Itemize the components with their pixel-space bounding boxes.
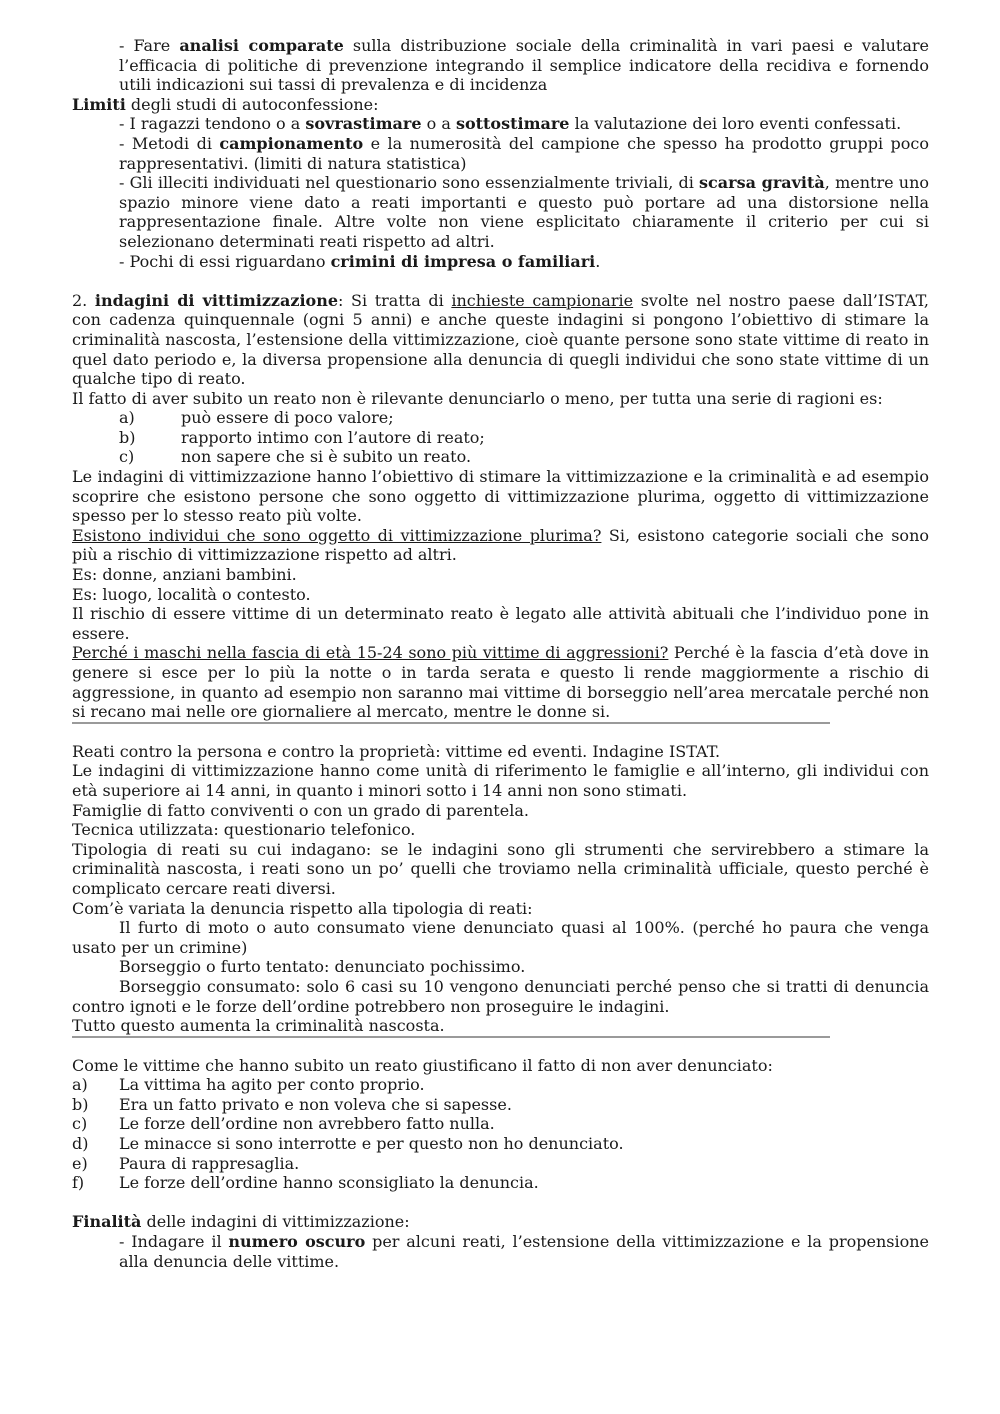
paragraph-rischio: Il rischio di essere vittime di un determinato reato è legato alle attività abituali che l’individuo pone in essere. — [72, 604, 929, 643]
text: - Metodi di — [119, 133, 220, 153]
paragraph-borseggio-tentato: Borseggio o furto tentato: denunciato pochissimo. — [119, 957, 526, 977]
text: degli studi di autoconfessione: — [125, 94, 379, 114]
list-item — [72, 408, 929, 428]
paragraph-fatto: Il fatto di aver subito un reato non è rilevante denunciarlo o meno, per tutta una serie di ragioni es: — [72, 388, 883, 408]
text: per alcuni reati, l’estensione della vittimizzazione e la propensione alla denuncia delle vittime. — [119, 1232, 929, 1271]
spacer — [72, 271, 929, 291]
paragraph-obiettivo: Le indagini di vittimizzazione hanno l’obiettivo di stimare la vittimizzazione e la criminalità e ad esempio scoprire che esistono persone che sono oggetto di vittimizzazione plurima, oggetto di vittimizzazione spesso per lo stesso reato più volte. — [72, 467, 929, 526]
list-text: Le forze dell’ordine non avrebbero fatto nulla. — [119, 1114, 495, 1134]
heading-finalita — [72, 1212, 929, 1232]
bold-term: crimini di impresa o familiari — [330, 251, 596, 271]
text: . — [595, 251, 601, 271]
bold-term: sottostimare — [455, 114, 570, 134]
list-text: Le minacce si sono interrotte e per questo non ho denunciato. — [119, 1134, 624, 1154]
list-item — [72, 447, 929, 467]
example-line: Es: donne, anziani bambini. — [72, 565, 297, 585]
bold-term: Finalità — [72, 1212, 142, 1232]
list-item — [72, 428, 929, 448]
list-text: può essere di poco valore; — [181, 408, 394, 428]
list-item — [72, 1095, 929, 1115]
list-text: La vittima ha agito per conto proprio. — [119, 1075, 425, 1095]
text: Si, esistono categorie sociali che sono più a rischio di vittimizzazione rispetto ad altri. — [72, 525, 930, 565]
limit-item-2 — [72, 134, 929, 173]
bold-term: Limiti — [72, 94, 126, 114]
text: - Gli illeciti individuati nel questionario sono essenzialmente triviali, di — [119, 173, 700, 193]
paragraph-question-maschi — [72, 643, 929, 721]
paragraph-analisi-comparate — [72, 36, 929, 95]
text: - Pochi di essi riguardano — [119, 251, 331, 271]
limit-item-3 — [72, 173, 929, 251]
text: svolte nel nostro paese dall’ISTAT, con cadenza quinquennale (ogni 5 anni) e anche queste indagini si pongono l’obiettivo di stimare la criminalità nascosta, l’estensione della vittimizzazione, cioè quante persone sono state vittime di reato in quel dato periodo e, la diversa propensione alla denuncia di quegli individui che sono state vittime di un qualche tipo di reato. — [72, 290, 930, 389]
list-label: b) — [72, 1094, 89, 1114]
list-label: a) — [119, 408, 135, 428]
list-item — [72, 1173, 929, 1193]
text: , mentre uno spazio minore viene dato a reati importanti e questo può portare ad una distorsione nella rappresentazione finale. Altre volte non viene esplicitato chiaramente il criterio per cui si selezionano determinati reati rispetto ad altri. — [119, 173, 930, 251]
list-text: Le forze dell’ordine hanno sconsigliato la denuncia. — [119, 1173, 539, 1193]
bold-term: numero oscuro — [228, 1232, 366, 1252]
list-label: c) — [72, 1114, 88, 1134]
bold-term: sovrastimare — [305, 114, 422, 134]
finalita-item-1 — [72, 1232, 929, 1271]
text: 2. — [72, 290, 95, 310]
paragraph-famiglie: Famiglie di fatto conviventi o con un grado di parentela. — [72, 800, 529, 820]
underlined-term: inchieste campionarie — [451, 290, 634, 310]
limit-item-1 — [72, 114, 929, 134]
example-line: Es: luogo, località o contesto. — [72, 584, 311, 604]
paragraph-question-plurima — [72, 526, 929, 565]
list-label: e) — [72, 1153, 88, 1173]
horizontal-divider — [72, 1036, 830, 1038]
paragraph-denuncia: Com’è variata la denuncia rispetto alla tipologia di reati: — [72, 898, 533, 918]
paragraph-tecnica: Tecnica utilizzata: questionario telefonico. — [72, 820, 416, 840]
paragraph-tipologia: Tipologia di reati su cui indagano: se le indagini sono gli strumenti che servirebbero a stimare la criminalità nascosta, i reati sono un po’ quelli che troviamo nella criminalità ufficiale, questo perché è complicato cercare reati diversi. — [72, 839, 929, 898]
text: : Si tratta di — [338, 290, 452, 310]
underlined-question: Esistono individui che sono oggetto di vittimizzazione plurima? — [72, 525, 602, 545]
list-label: a) — [72, 1075, 88, 1095]
document-page — [72, 36, 929, 1271]
paragraph-istat: Reati contro la persona e contro la proprietà: vittime ed eventi. Indagine ISTAT. — [72, 741, 721, 761]
heading-limiti — [72, 95, 929, 115]
text: e la numerosità del campione che spesso ha prodotto gruppi poco rappresentativi. (limiti di natura statistica) — [119, 133, 930, 173]
list-item — [72, 1134, 929, 1154]
underlined-question: Perché i maschi nella fascia di età 15-24 sono più vittime di aggressioni? — [72, 643, 669, 663]
list-item — [72, 1075, 929, 1095]
text: la valutazione dei loro eventi confessati. — [569, 114, 902, 134]
list-item — [72, 1154, 929, 1174]
list-label: f) — [72, 1173, 85, 1193]
paragraph-indagini-vittimizzazione — [72, 291, 929, 389]
text: delle indagini di vittimizzazione: — [141, 1212, 410, 1232]
list-label: c) — [119, 447, 135, 467]
paragraph-unita: Le indagini di vittimizzazione hanno come unità di riferimento le famiglie e all’interno, gli individui con età superiore ai 14 anni, in quanto i minori sotto i 14 anni non sono stimati. — [72, 761, 929, 800]
bold-term: indagini di vittimizzazione — [94, 290, 339, 310]
text: - Indagare il — [119, 1232, 229, 1252]
text: Perché è la fascia d’età dove in genere si esce per lo più la notte o in tarda serata e questo li rende maggiormente a rischio di aggressione, in quanto ad esempio non saranno mai vittime di borseggio nell’area mercatale perché non si recano mai nelle ore giornaliere al mercato, mentre le donne si. — [72, 643, 930, 722]
limit-item-4 — [72, 252, 929, 272]
text: sulla distribuzione sociale della criminalità in vari paesi e valutare l’efficacia di politiche di prevenzione integrando il semplice indicatore della recidiva e fornendo utili indicazioni sui tassi di prevalenza e di incidenza — [119, 36, 930, 95]
list-label: b) — [119, 427, 136, 447]
list-text: non sapere che si è subito un reato. — [181, 447, 472, 467]
paragraph-aumenta: Tutto questo aumenta la criminalità nascosta. — [72, 1016, 445, 1036]
list-label: d) — [72, 1134, 89, 1154]
bold-term: campionamento — [219, 133, 364, 153]
paragraph-furto-moto: Il furto di moto o auto consumato viene denunciato quasi al 100%. (perché ho paura che venga usato per un crimine) — [72, 918, 929, 957]
horizontal-divider — [72, 722, 830, 724]
list-text: Era un fatto privato e non voleva che si sapesse. — [119, 1094, 512, 1114]
text: - Fare — [119, 36, 180, 55]
bold-term: analisi comparate — [179, 36, 344, 55]
list-item — [72, 1114, 929, 1134]
list-text: Paura di rappresaglia. — [119, 1153, 300, 1173]
paragraph-borseggio-consumato: Borseggio consumato: solo 6 casi su 10 vengono denunciati perché penso che si tratti di denuncia contro ignoti e le forze dell’ordine potrebbero non proseguire le indagini. — [72, 976, 929, 1016]
text: o a — [421, 114, 456, 134]
list-text: rapporto intimo con l’autore di reato; — [181, 427, 485, 447]
bold-term: scarsa gravità — [699, 173, 825, 193]
paragraph-giustificazioni: Come le vittime che hanno subito un reato giustificano il fatto di non aver denunciato: — [72, 1055, 773, 1075]
text: - I ragazzi tendono o a — [119, 114, 306, 134]
spacer — [72, 1193, 929, 1213]
